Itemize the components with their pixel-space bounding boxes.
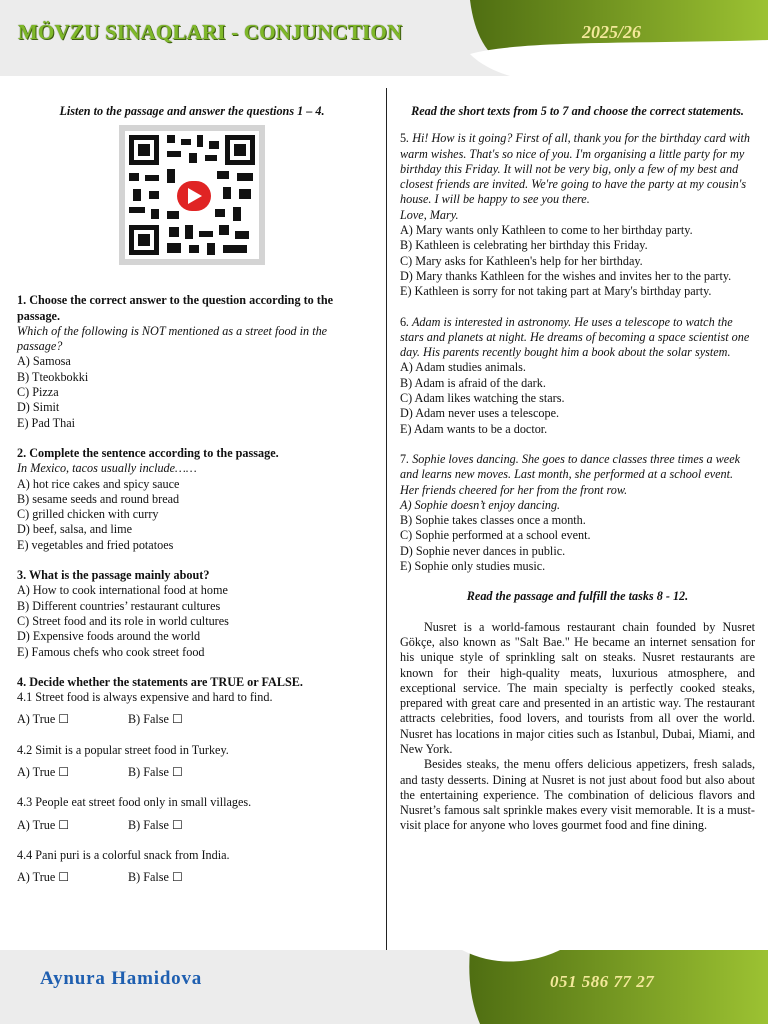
q5-text xyxy=(400,131,755,207)
q4-statement-1: 4.1 Street food is always expensive and hard to find. xyxy=(17,690,273,705)
q6-option-b[interactable]: B) Adam is afraid of the dark. xyxy=(400,375,546,390)
q4-4-true-checkbox[interactable]: A) True ☐ xyxy=(17,870,70,885)
q2-option-a[interactable]: A) hot rice cakes and spicy sauce xyxy=(17,476,180,491)
reading-instruction-8-12: Read the passage and fulfill the tasks 8 - 12. xyxy=(466,589,689,604)
school-year: 2025/26 xyxy=(582,22,642,42)
q4-2-true-checkbox[interactable]: A) True ☐ xyxy=(17,765,70,780)
qr-code[interactable] xyxy=(119,125,265,265)
q6-option-c[interactable]: C) Adam likes watching the stars. xyxy=(400,391,565,406)
q2-question: In Mexico, tacos usually include…… xyxy=(17,461,197,476)
q4-3-false-checkbox[interactable]: B) False ☐ xyxy=(128,817,183,832)
q1-option-e[interactable]: E) Pad Thai xyxy=(17,415,75,430)
page-footer xyxy=(0,950,768,1024)
q1-title: 1. Choose the correct answer to the question according to the passage. xyxy=(17,293,334,323)
q5-option-d[interactable]: D) Mary thanks Kathleen for the wishes and invites her to the party. xyxy=(400,268,732,283)
phone-number: 051 586 77 27 xyxy=(550,972,655,991)
q2-option-c[interactable]: C) grilled chicken with curry xyxy=(17,507,159,522)
nusret-passage-paragraph-1: Nusret is a world-famous restaurant chain founded by Nusret Gökçe, also known as "Salt Bae." He became an internet sensation for his unique style of sprinkling salt on steaks. Nusret restaurants are known for their high-quality meats, luxurious atmosphere, and exceptional service. The main specialty is perfectly cooked steaks, prepared with great care and presented in an artistic way. The restaurant attracts celebrities, food lovers, and tourists from all over the world. Nusret has locations in major cities such as Istanbul, Dubai, Miami, and New York. xyxy=(400,619,755,756)
q4-statement-2: 4.2 Simit is a popular street food in Turkey. xyxy=(17,742,229,757)
q7-number: 7 xyxy=(400,451,407,466)
q3-option-d[interactable]: D) Expensive foods around the world xyxy=(17,629,201,644)
q4-3-choices xyxy=(17,818,367,833)
page-title: MÖVZU SINAQLARI - CONJUNCTION xyxy=(18,20,403,44)
q3-option-a[interactable]: A) How to cook international food at home xyxy=(17,583,228,598)
q2-option-e[interactable]: E) vegetables and fried potatoes xyxy=(17,537,174,552)
q4-1-choices xyxy=(17,712,367,727)
q1-option-b[interactable]: B) Tteokbokki xyxy=(17,369,89,384)
q3-title: 3. What is the passage mainly about? xyxy=(17,568,210,583)
q7-option-d[interactable]: D) Sophie never dances in public. xyxy=(400,543,566,558)
left-column xyxy=(17,104,367,901)
q7-option-b[interactable]: B) Sophie takes classes once a month. xyxy=(400,513,586,528)
reading-instruction-5-7: Read the short texts from 5 to 7 and choose the correct statements. xyxy=(411,104,744,118)
q1-option-d[interactable]: D) Simit xyxy=(17,400,60,415)
q4-4-false-checkbox[interactable]: B) False ☐ xyxy=(128,870,183,885)
q6-passage: . Adam is interested in astronomy. He uses a telescope to watch the stars and planets at night. He dreams of becoming a space scientist one day. His parents recently bought him a book about the solar system. xyxy=(400,314,750,360)
q4-1-true-checkbox[interactable]: A) True ☐ xyxy=(17,712,70,727)
q2-title: 2. Complete the sentence according to the passage. xyxy=(17,445,279,460)
q5-option-c[interactable]: C) Mary asks for Kathleen's help for her birthday. xyxy=(400,253,643,268)
q6-text xyxy=(400,315,755,361)
q4-1-false-checkbox[interactable]: B) False ☐ xyxy=(128,712,183,727)
q6-option-a[interactable]: A) Adam studies animals. xyxy=(400,360,526,375)
q4-2-false-checkbox[interactable]: B) False ☐ xyxy=(128,765,183,780)
q7-option-a[interactable]: A) Sophie doesn’t enjoy dancing. xyxy=(400,497,561,512)
q5-signoff: Love, Mary. xyxy=(400,207,459,222)
q4-statement-4: 4.4 Pani puri is a colorful snack from India. xyxy=(17,847,230,862)
page-header xyxy=(0,0,768,76)
q2-option-b[interactable]: B) sesame seeds and round bread xyxy=(17,491,180,506)
q1-question: Which of the following is NOT mentioned as a street food in the passage? xyxy=(17,323,328,354)
q4-title: 4. Decide whether the statements are TRUE or FALSE. xyxy=(17,674,303,689)
q4-4-choices xyxy=(17,870,367,885)
q4-2-choices xyxy=(17,765,367,780)
q6-number: 6 xyxy=(400,314,407,329)
q1-option-a[interactable]: A) Samosa xyxy=(17,354,71,369)
listening-instruction: Listen to the passage and answer the questions 1 – 4. xyxy=(59,104,325,118)
q4-3-true-checkbox[interactable]: A) True ☐ xyxy=(17,817,70,832)
author-name: Aynura Hamidova xyxy=(40,968,203,989)
q1-option-c[interactable]: C) Pizza xyxy=(17,385,59,400)
q7-passage: . Sophie loves dancing. She goes to dance classes three times a week and learns new moves. Last month, she performed at a school event. Her friends cheered for her from the front row. xyxy=(400,451,741,497)
q5-option-e[interactable]: E) Kathleen is sorry for not taking part at Mary's birthday party. xyxy=(400,284,712,299)
q7-option-c[interactable]: C) Sophie performed at a school event. xyxy=(400,528,591,543)
q2-option-d[interactable]: D) beef, salsa, and lime xyxy=(17,522,133,537)
column-divider xyxy=(386,88,387,950)
q5-option-b[interactable]: B) Kathleen is celebrating her birthday this Friday. xyxy=(400,238,648,253)
q5-option-a[interactable]: A) Mary wants only Kathleen to come to her birthday party. xyxy=(400,223,693,238)
q5-passage: . Hi! How is it going? First of all, thank you for the birthday card with warm wishes. That's so nice of you. I'm organising a little party for my birthday this Friday. It will not be very big, only a few of my best and closest friends are invited. We're going to have the party at my cousin's house. I will be happy to see you there. xyxy=(400,131,750,207)
q6-option-d[interactable]: D) Adam never uses a telescope. xyxy=(400,406,560,421)
q6-option-e[interactable]: E) Adam wants to be a doctor. xyxy=(400,421,548,436)
nusret-passage-paragraph-2: Besides steaks, the menu offers delicious appetizers, fresh salads, and tasty desserts. Dining at Nusret is not just about food but also about the entertaining experience. The combination of delicious flavors and Nusret’s famous salt sprinkle makes every visit memorable. It is a must-visit place for anyone who loves gourmet food and fine dining. xyxy=(400,757,755,833)
right-column xyxy=(400,104,755,834)
qr-code-icon xyxy=(119,125,265,265)
q7-text xyxy=(400,452,755,498)
q5-number: 5 xyxy=(400,131,407,146)
q4-statement-3: 4.3 People eat street food only in small villages. xyxy=(17,795,252,810)
q3-option-c[interactable]: C) Street food and its role in world cultures xyxy=(17,613,229,628)
q3-option-b[interactable]: B) Different countries’ restaurant cultures xyxy=(17,598,221,613)
q7-option-e[interactable]: E) Sophie only studies music. xyxy=(400,559,546,574)
q3-option-e[interactable]: E) Famous chefs who cook street food xyxy=(17,644,205,659)
